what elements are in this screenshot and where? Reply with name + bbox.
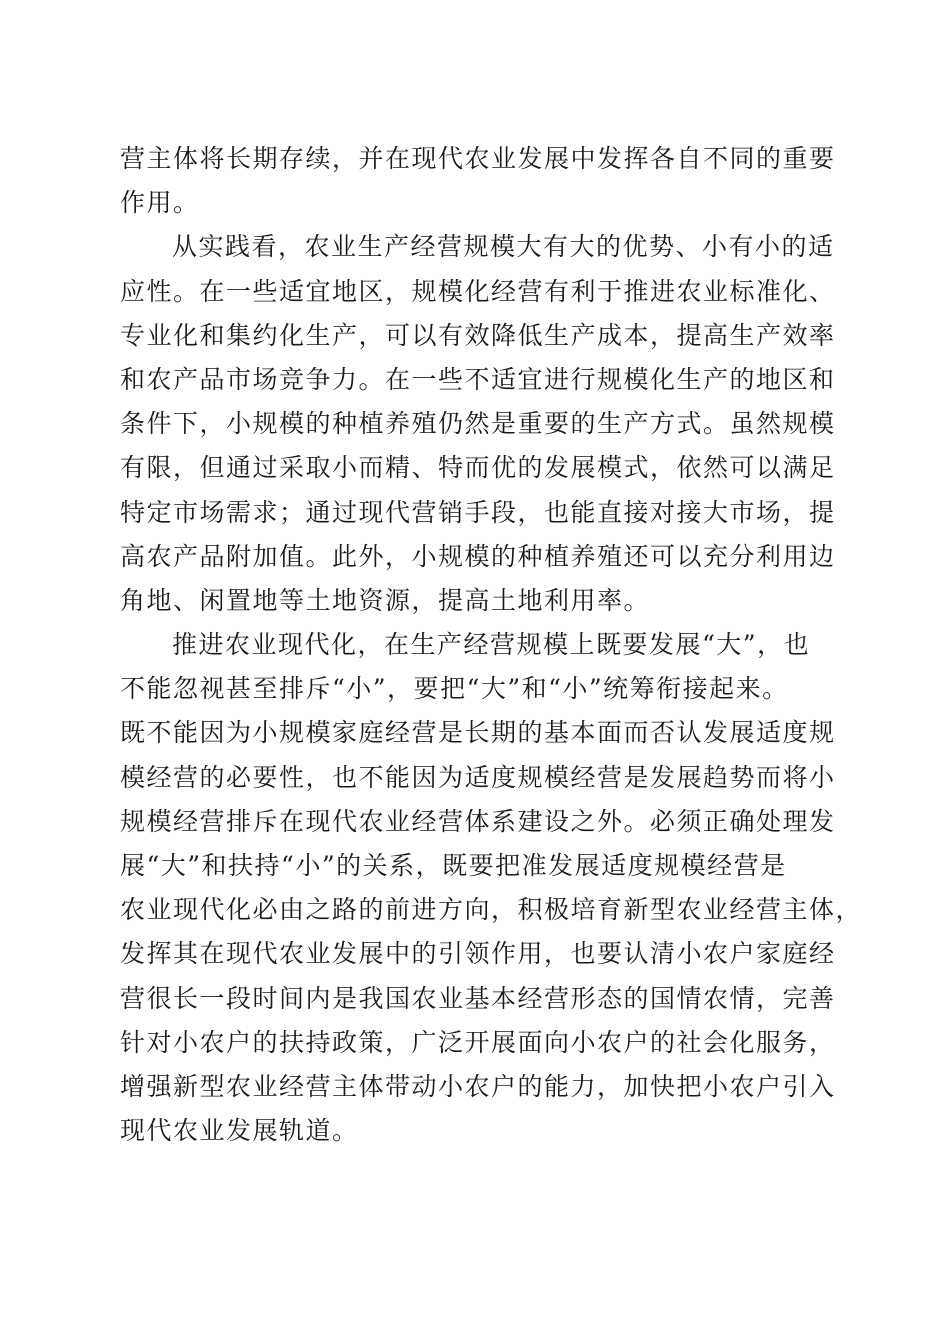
text-line-19: 发挥其在现代农业发展中的引领作用，也要认清小农户家庭经 — [120, 939, 836, 969]
text-line-6: 和农产品市场竞争力。在一些不适宜进行规模化生产的地区和 — [120, 364, 836, 394]
text-line-1: 营主体将长期存续，并在现代农业发展中发挥各自不同的重要 — [120, 144, 836, 173]
text-line-16: 规模经营排斥在现代农业经营体系建设之外。必须正确处理发 — [120, 806, 836, 836]
paragraph-2-line-1: 从实践看，农业生产经营规模大有大的优势、小有小的适 — [172, 232, 835, 262]
text-line-20: 营很长一段时间内是我国农业基本经营形态的国情农情，完善 — [120, 983, 836, 1013]
paragraph-3-line-1: 推进农业现代化，在生产经营规模上既要发展“大”，也 — [172, 630, 811, 660]
text-line-22: 增强新型农业经营主体带动小农户的能力，加快把小农户引入 — [120, 1071, 836, 1101]
text-line-23: 现代农业发展轨道。 — [120, 1116, 359, 1146]
text-line-2: 作用。 — [120, 188, 200, 218]
text-line-13: 不能忽视甚至排斥“小”，要把“大”和“小”统筹衔接起来。 — [120, 674, 789, 704]
text-line-8: 有限，但通过采取小而精、特而优的发展模式，依然可以满足 — [120, 453, 836, 483]
text-line-15: 模经营的必要性，也不能因为适度规模经营是发展趋势而将小 — [120, 762, 836, 792]
text-line-18: 农业现代化必由之路的前进方向，积极培育新型农业经营主体， — [120, 895, 863, 925]
text-line-14: 既不能因为小规模家庭经营是长期的基本面而否认发展适度规 — [120, 718, 836, 748]
text-line-5: 专业化和集约化生产，可以有效降低生产成本，提高生产效率 — [120, 320, 836, 350]
text-line-4: 应性。在一些适宜地区，规模化经营有利于推进农业标准化、 — [120, 276, 836, 306]
text-line-7: 条件下，小规模的种植养殖仍然是重要的生产方式。虽然规模 — [120, 409, 836, 439]
document-body — [120, 137, 863, 1153]
text-line-11: 角地、闲置地等土地资源，提高土地利用率。 — [120, 585, 651, 615]
text-line-10: 高农产品附加值。此外，小规模的种植养殖还可以充分利用边 — [120, 541, 836, 571]
text-line-17: 展“大”和扶持“小”的关系，既要把准发展适度规模经营是 — [120, 851, 787, 880]
text-line-21: 针对小农户的扶持政策，广泛开展面向小农户的社会化服务， — [120, 1027, 836, 1057]
text-line-9: 特定市场需求；通过现代营销手段，也能直接对接大市场，提 — [120, 497, 836, 527]
